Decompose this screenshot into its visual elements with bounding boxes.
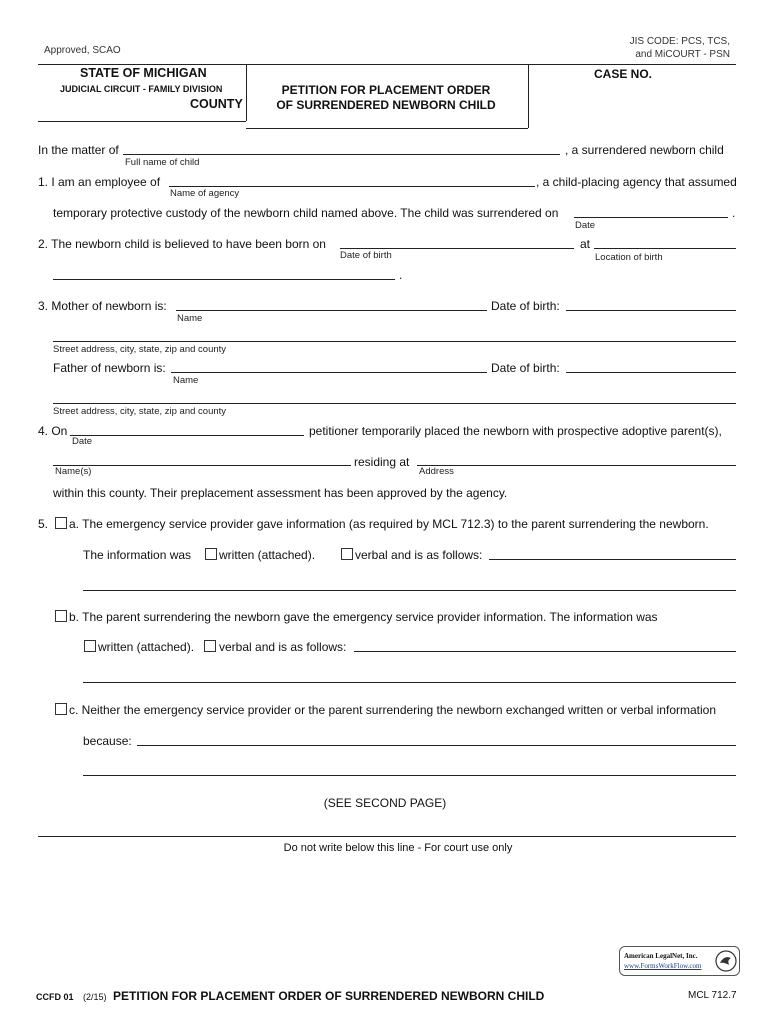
- form-title-line2: OF SURRENDERED NEWBORN CHILD: [276, 98, 496, 112]
- item5a-verbal-label: verbal and is as follows:: [355, 548, 483, 562]
- legalnet-logo-icon: [715, 950, 737, 972]
- mother-name-field[interactable]: [176, 310, 487, 311]
- father-label: Father of newborn is:: [53, 361, 166, 375]
- county-label: COUNTY: [190, 97, 243, 111]
- item5a-verbal-field-2[interactable]: [83, 590, 736, 591]
- father-dob-label: Date of birth:: [491, 361, 560, 375]
- legalnet-name: American LegalNet, Inc.: [624, 952, 698, 960]
- legalnet-badge: [619, 946, 740, 976]
- form-date: (2/15): [83, 992, 107, 1002]
- because-field-2[interactable]: [83, 775, 736, 776]
- birth-location-field-2[interactable]: [53, 279, 395, 280]
- because-field[interactable]: [137, 745, 736, 746]
- father-name-field[interactable]: [171, 372, 487, 373]
- mcl-reference: MCL 712.7: [688, 990, 737, 1001]
- item4-line3: within this county. Their preplacement assessment has been approved by the agency.: [53, 486, 508, 500]
- see-second-page: (SEE SECOND PAGE): [323, 796, 447, 810]
- placement-date-label: Date: [72, 436, 93, 447]
- at-label: at: [580, 237, 591, 251]
- residing-at-label: residing at: [354, 455, 410, 469]
- jis-code-line1: JIS CODE: PCS, TCS,: [629, 36, 730, 47]
- father-address-label: Street address, city, state, zip and county: [53, 406, 227, 417]
- approved-label: Approved, SCAO: [44, 45, 121, 56]
- mother-name-label: Name: [177, 313, 203, 324]
- item5a-written-label: written (attached).: [219, 548, 316, 562]
- item1-prefix: 1. I am an employee of: [38, 175, 161, 189]
- adoptive-address-field[interactable]: [417, 465, 736, 466]
- adoptive-parents-field[interactable]: [53, 465, 351, 466]
- matter-suffix: , a surrendered newborn child: [565, 143, 724, 157]
- item2-prefix: 2. The newborn child is believed to have been born on: [38, 237, 326, 251]
- mother-dob-field[interactable]: [566, 310, 736, 311]
- circuit-label: JUDICIAL CIRCUIT - FAMILY DIVISION: [60, 84, 223, 94]
- item5b-verbal-label: verbal and is as follows:: [219, 640, 347, 654]
- child-name-field[interactable]: [123, 154, 560, 155]
- because-label: because:: [83, 734, 132, 748]
- form-code: CCFD 01: [36, 992, 74, 1002]
- placement-date-field[interactable]: [70, 435, 304, 436]
- mother-address-field[interactable]: [53, 341, 736, 342]
- birth-date-field[interactable]: [340, 248, 574, 249]
- item5a-written-checkbox[interactable]: [205, 548, 217, 560]
- state-name: STATE OF MICHIGAN: [80, 66, 207, 80]
- item4-on: 4. On: [38, 424, 68, 438]
- location-label: Location of birth: [595, 252, 663, 263]
- father-name-label: Name: [173, 375, 199, 386]
- father-address-field[interactable]: [53, 403, 736, 404]
- dob-label: Date of birth: [340, 250, 392, 261]
- surrender-date-label: Date: [575, 220, 596, 231]
- item5a-checkbox[interactable]: [55, 517, 67, 529]
- item5b-checkbox[interactable]: [55, 610, 67, 622]
- item2-period: .: [399, 268, 403, 282]
- item5a-verbal-field[interactable]: [489, 559, 736, 560]
- item5b-written-label: written (attached).: [98, 640, 195, 654]
- birth-location-field[interactable]: [594, 248, 736, 249]
- info-was-label: The information was: [83, 548, 192, 562]
- item5b-verbal-checkbox[interactable]: [204, 640, 216, 652]
- jis-code-line2: and MiCOURT - PSN: [635, 49, 730, 60]
- item1-line2: temporary protective custody of the newborn child named above. The child was surrendered on: [53, 206, 559, 220]
- court-use-divider: [38, 836, 736, 837]
- mother-label: 3. Mother of newborn is:: [38, 299, 167, 313]
- address-label: Address: [419, 466, 454, 477]
- names-label: Name(s): [55, 466, 92, 477]
- father-dob-field[interactable]: [566, 372, 736, 373]
- item5c-checkbox[interactable]: [55, 703, 67, 715]
- item5a-text: a. The emergency service provider gave information (as required by MCL 712.3) to the parent surrendering the newborn.: [69, 517, 709, 531]
- matter-prefix: In the matter of: [38, 143, 119, 157]
- form-title-line1: PETITION FOR PLACEMENT ORDER: [281, 83, 491, 97]
- agency-name-field[interactable]: [169, 186, 535, 187]
- item1-period: .: [732, 206, 736, 220]
- item4-text: petitioner temporarily placed the newborn with prospective adoptive parent(s),: [309, 424, 722, 438]
- item1-suffix: , a child-placing agency that assumed: [536, 175, 737, 189]
- item5b-verbal-field-2[interactable]: [83, 682, 736, 683]
- full-name-label: Full name of child: [125, 157, 200, 168]
- item5b-text: b. The parent surrendering the newborn gave the emergency service provider information. The information was: [69, 610, 658, 624]
- item5b-verbal-field[interactable]: [354, 651, 736, 652]
- item5b-written-checkbox[interactable]: [84, 640, 96, 652]
- agency-label: Name of agency: [170, 188, 240, 199]
- footer-title: PETITION FOR PLACEMENT ORDER OF SURRENDERED NEWBORN CHILD: [113, 989, 545, 1003]
- item5a-verbal-checkbox[interactable]: [341, 548, 353, 560]
- mother-dob-label: Date of birth:: [491, 299, 560, 313]
- court-use-label: Do not write below this line - For court use only: [283, 842, 513, 854]
- legalnet-url[interactable]: www.FormsWorkFlow.com: [624, 962, 702, 970]
- surrender-date-field[interactable]: [574, 217, 728, 218]
- item5c-text: c. Neither the emergency service provider or the parent surrendering the newborn exchanged written or verbal information: [69, 703, 717, 717]
- item5-number: 5.: [38, 517, 49, 531]
- case-no-label: CASE NO.: [594, 67, 653, 81]
- mother-address-label: Street address, city, state, zip and county: [53, 344, 227, 355]
